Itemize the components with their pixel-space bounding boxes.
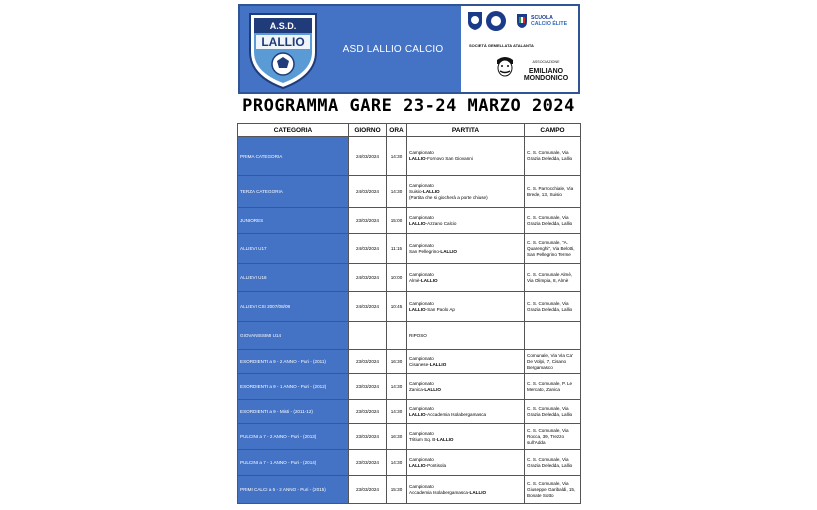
logo-lallio-text: LALLIO — [260, 35, 305, 49]
table-row — [238, 350, 581, 374]
club-logo — [240, 6, 325, 92]
category-text: GIOVANISSIMI U14 — [240, 333, 282, 338]
match-type-text: Campionato — [409, 355, 434, 361]
time-text: 10:00 — [390, 275, 403, 280]
date-cell — [349, 322, 387, 350]
table-row — [238, 176, 581, 208]
category-text: PRIMI CALCI a 5 - 2 ANNO - Puri - (2015) — [240, 487, 326, 492]
venue-text: C. S. Comunale, Via Grazia Deledda, Lallio — [527, 405, 573, 417]
match-type-text: Campionato — [409, 483, 434, 489]
date-cell — [349, 374, 387, 400]
team-text: Almè- — [409, 277, 421, 283]
match-type-text: Campionato — [409, 214, 434, 220]
lallio-team-text: LALLIO — [421, 277, 438, 283]
venue-cell — [525, 208, 581, 234]
time-text: 14:30 — [390, 384, 403, 389]
category-cell — [238, 322, 349, 350]
page-title: PROGRAMMA GARE 23-24 MARZO 2024 — [242, 96, 575, 116]
team-text: San Pellegrino- — [409, 248, 441, 254]
match-cell — [407, 137, 525, 176]
venue-text: C. S. Comunale, Via Rocca, 39, Trezzo sull'Adda — [527, 427, 569, 445]
table-header-row — [238, 124, 581, 137]
match-cell — [407, 476, 525, 504]
category-cell — [238, 264, 349, 292]
date-text: 24/03/2024 — [356, 189, 379, 194]
venue-text: C. S. Comunale, Via Grazia Deledda, Lallio — [527, 300, 573, 312]
venue-cell — [525, 292, 581, 322]
time-cell — [387, 374, 407, 400]
lallio-team-text: LALLIO — [409, 220, 426, 226]
category-text: PRIMA CATEGORIA — [240, 153, 283, 159]
lallio-team-text: LALLIO — [409, 306, 426, 312]
table-row — [238, 374, 581, 400]
lallio-team-text: LALLIO — [409, 156, 426, 161]
associazione-label: ASSOCIAZIONE — [532, 60, 560, 64]
date-cell — [349, 264, 387, 292]
team-text: Zanica- — [409, 386, 425, 392]
date-cell — [349, 424, 387, 450]
match-type-text: Campionato — [409, 182, 434, 188]
time-text: 14:30 — [390, 153, 403, 159]
table-row — [238, 208, 581, 234]
date-text: 23/03/2024 — [356, 384, 379, 389]
match-type-text: Campionato — [409, 300, 434, 306]
team-text: -San Paolo Ap — [425, 306, 455, 312]
venue-cell — [525, 374, 581, 400]
venue-cell — [525, 137, 581, 176]
time-text: 14:30 — [390, 409, 403, 414]
lallio-team-text: LALLIO — [409, 411, 426, 417]
time-cell — [387, 424, 407, 450]
team-text: Suisio- — [409, 188, 424, 194]
category-text: ESORDIENTI a 9 - 1 ANNO - Puri - (2012) — [240, 384, 327, 389]
time-cell — [387, 350, 407, 374]
match-cell — [407, 176, 525, 208]
time-text: 16:30 — [390, 434, 403, 439]
category-cell — [238, 292, 349, 322]
category-cell — [238, 137, 349, 176]
lallio-team-text: LALLIO — [440, 248, 458, 254]
time-text: 10:45 — [390, 304, 403, 309]
date-cell — [349, 176, 387, 208]
team-text: -Pontisola — [425, 462, 447, 468]
category-text: JUNIORES — [240, 218, 264, 223]
time-cell — [387, 476, 407, 504]
match-cell — [407, 264, 525, 292]
table-row — [238, 234, 581, 264]
time-text: 11:15 — [390, 246, 403, 251]
match-type-text: Campionato — [409, 380, 434, 386]
lallio-team-text: LALLIO — [469, 489, 487, 495]
venue-text: C. S. Comunale, Via Grazia Deledda, Lallio — [527, 456, 573, 468]
category-text: ALLIEVI CSI 2007/08/09 — [240, 304, 291, 309]
venue-text: C. S. Comunale, "A. Quarenghi", Via Belotti, San Pellegrino Terme — [527, 239, 575, 257]
venue-cell — [525, 264, 581, 292]
time-cell — [387, 176, 407, 208]
sponsor-area — [461, 6, 578, 92]
match-cell — [407, 374, 525, 400]
lallio-team-text: LALLIO — [423, 188, 440, 194]
lallio-team-text: LALLIO — [429, 361, 447, 367]
schedule-table — [237, 123, 581, 504]
date-cell — [349, 400, 387, 424]
table-row — [238, 292, 581, 322]
date-cell — [349, 234, 387, 264]
logo-asd-text: A.S.D. — [269, 21, 296, 31]
date-cell — [349, 137, 387, 176]
category-text: PULCINI a 7 - 1 ANNO - Puri - (2014) — [240, 460, 317, 465]
venue-cell — [525, 350, 581, 374]
venue-text: C. S. Comunale, Via Giuseppe Garibaldi, 15, Bonate Sotto — [527, 480, 576, 498]
match-type-text: Campionato — [409, 430, 434, 436]
match-type-text: RIPOSO — [409, 332, 427, 338]
category-text: ALLIEVI U16 — [240, 275, 267, 280]
table-row — [238, 322, 581, 350]
time-cell — [387, 234, 407, 264]
atalanta-logo-icon — [467, 11, 483, 31]
category-cell — [238, 476, 349, 504]
venue-cell — [525, 176, 581, 208]
date-cell — [349, 476, 387, 504]
time-cell — [387, 208, 407, 234]
header-giorno: GIORNO — [349, 124, 387, 137]
date-text: 23/03/2024 — [356, 359, 379, 364]
time-text: 14:30 — [390, 460, 403, 465]
match-cell — [407, 350, 525, 374]
partner-line: SOCIETÀ GEMELLATA ATALANTA — [469, 43, 534, 48]
match-type-text: Campionato — [409, 150, 434, 155]
table-row — [238, 450, 581, 476]
header-ora: ORA — [387, 124, 407, 137]
associazione-name: EMILIANO MONDONICO — [523, 68, 569, 82]
match-cell — [407, 400, 525, 424]
venue-cell — [525, 400, 581, 424]
time-cell — [387, 137, 407, 176]
lallio-team-text: LALLIO — [436, 436, 454, 442]
match-cell — [407, 292, 525, 322]
date-text: 24/03/2024 — [356, 153, 379, 159]
venue-cell — [525, 476, 581, 504]
match-type-text: Campionato — [409, 456, 434, 462]
time-cell — [387, 400, 407, 424]
scuola-line2: CALCIO ÉLITE — [531, 21, 568, 27]
venue-text: C. S. Comunale, P. Le Mercato, Zanica — [527, 380, 573, 392]
time-text: 15:30 — [390, 487, 403, 492]
team-text: -Accademia Isolabergamasca — [425, 411, 487, 417]
match-type-text: Campionato — [409, 242, 434, 248]
date-text: 24/03/2024 — [356, 275, 379, 280]
date-text: 23/03/2024 — [356, 487, 379, 492]
category-cell — [238, 350, 349, 374]
category-cell — [238, 208, 349, 234]
category-text: PULCINI a 7 - 2 ANNO - Puri - (2013) — [240, 434, 317, 439]
date-text: 23/03/2024 — [356, 460, 379, 465]
lallio-team-text: LALLIO — [424, 386, 441, 392]
date-cell — [349, 350, 387, 374]
time-text: 15:00 — [390, 218, 403, 223]
header-partita: PARTITA — [407, 124, 525, 137]
category-cell — [238, 424, 349, 450]
venue-cell — [525, 450, 581, 476]
date-text: 23/03/2024 — [356, 218, 379, 223]
date-text: 23/03/2024 — [356, 434, 379, 439]
category-cell — [238, 400, 349, 424]
date-text: 24/03/2024 — [356, 246, 379, 251]
venue-cell — [525, 424, 581, 450]
venue-text: C. S. Parrocchiale, Via Brede, 13, Suisio — [527, 185, 574, 197]
table-row — [238, 400, 581, 424]
lallio-team-text: LALLIO — [409, 462, 426, 468]
category-cell — [238, 374, 349, 400]
time-cell — [387, 264, 407, 292]
time-cell — [387, 292, 407, 322]
date-cell — [349, 450, 387, 476]
table-row — [238, 264, 581, 292]
figc-shield-icon — [516, 13, 528, 29]
venue-text: C. S. Comunale Almè, Via Olimpia, 8, Almè — [527, 271, 573, 283]
match-cell — [407, 234, 525, 264]
table-row — [238, 476, 581, 504]
match-cell — [407, 322, 525, 350]
time-text: 16:30 — [390, 359, 403, 364]
venue-text: C. S. Comunale, Via Grazia Deledda, Lallio — [527, 214, 573, 226]
category-text: ESORDIENTI a 9 - Misti - (2011-12) — [240, 409, 313, 414]
header-banner — [238, 4, 580, 94]
header-campo: CAMPO — [525, 124, 581, 137]
match-type-text: Campionato — [409, 271, 434, 277]
venue-text: C. S. Comunale, Via Grazia Deledda, Lallio — [527, 150, 573, 161]
club-crest-icon — [244, 8, 322, 90]
match-cell — [407, 424, 525, 450]
scuola-calcio-elite-logo — [531, 15, 567, 27]
time-cell — [387, 450, 407, 476]
category-text: TERZA CATEGORIA — [240, 189, 283, 194]
match-cell — [407, 450, 525, 476]
team-text: Tritium Sq. B- — [409, 436, 437, 442]
date-text: 24/03/2024 — [356, 304, 379, 309]
table-row — [238, 424, 581, 450]
date-cell — [349, 208, 387, 234]
team-text: Cisanese- — [409, 361, 430, 367]
table-row — [238, 137, 581, 176]
match-type-text: Campionato — [409, 405, 434, 411]
venue-cell — [525, 234, 581, 264]
header-categoria: CATEGORIA — [238, 124, 349, 137]
team-text: -Fornovo San Giovanni — [425, 156, 473, 161]
club-name: ASD LALLIO CALCIO — [325, 6, 461, 92]
category-text: ALLIEVI U17 — [240, 246, 267, 251]
time-text: 14:30 — [390, 189, 403, 194]
date-cell — [349, 292, 387, 322]
venue-text: Comunale, Via Via Ca' De Volpi, 7, Cisano Bergamasco — [527, 352, 573, 370]
mondonico-portrait-icon — [493, 54, 517, 80]
date-text: 23/03/2024 — [356, 409, 379, 414]
category-cell — [238, 234, 349, 264]
category-cell — [238, 450, 349, 476]
team-text: Accademia Isolabergamasca- — [409, 489, 470, 495]
atalanta-badge-icon — [485, 10, 507, 32]
time-cell — [387, 322, 407, 350]
match-note-text: (Partita che si giocherà a porte chiuse) — [409, 194, 488, 200]
category-cell — [238, 176, 349, 208]
category-text: ESORDIENTI a 9 - 2 ANNO - Puri - (2011) — [240, 359, 326, 364]
match-cell — [407, 208, 525, 234]
venue-cell — [525, 322, 581, 350]
team-text: -Azzano Calcio — [425, 220, 457, 226]
scuola-line1: SCUOLA — [531, 15, 553, 21]
